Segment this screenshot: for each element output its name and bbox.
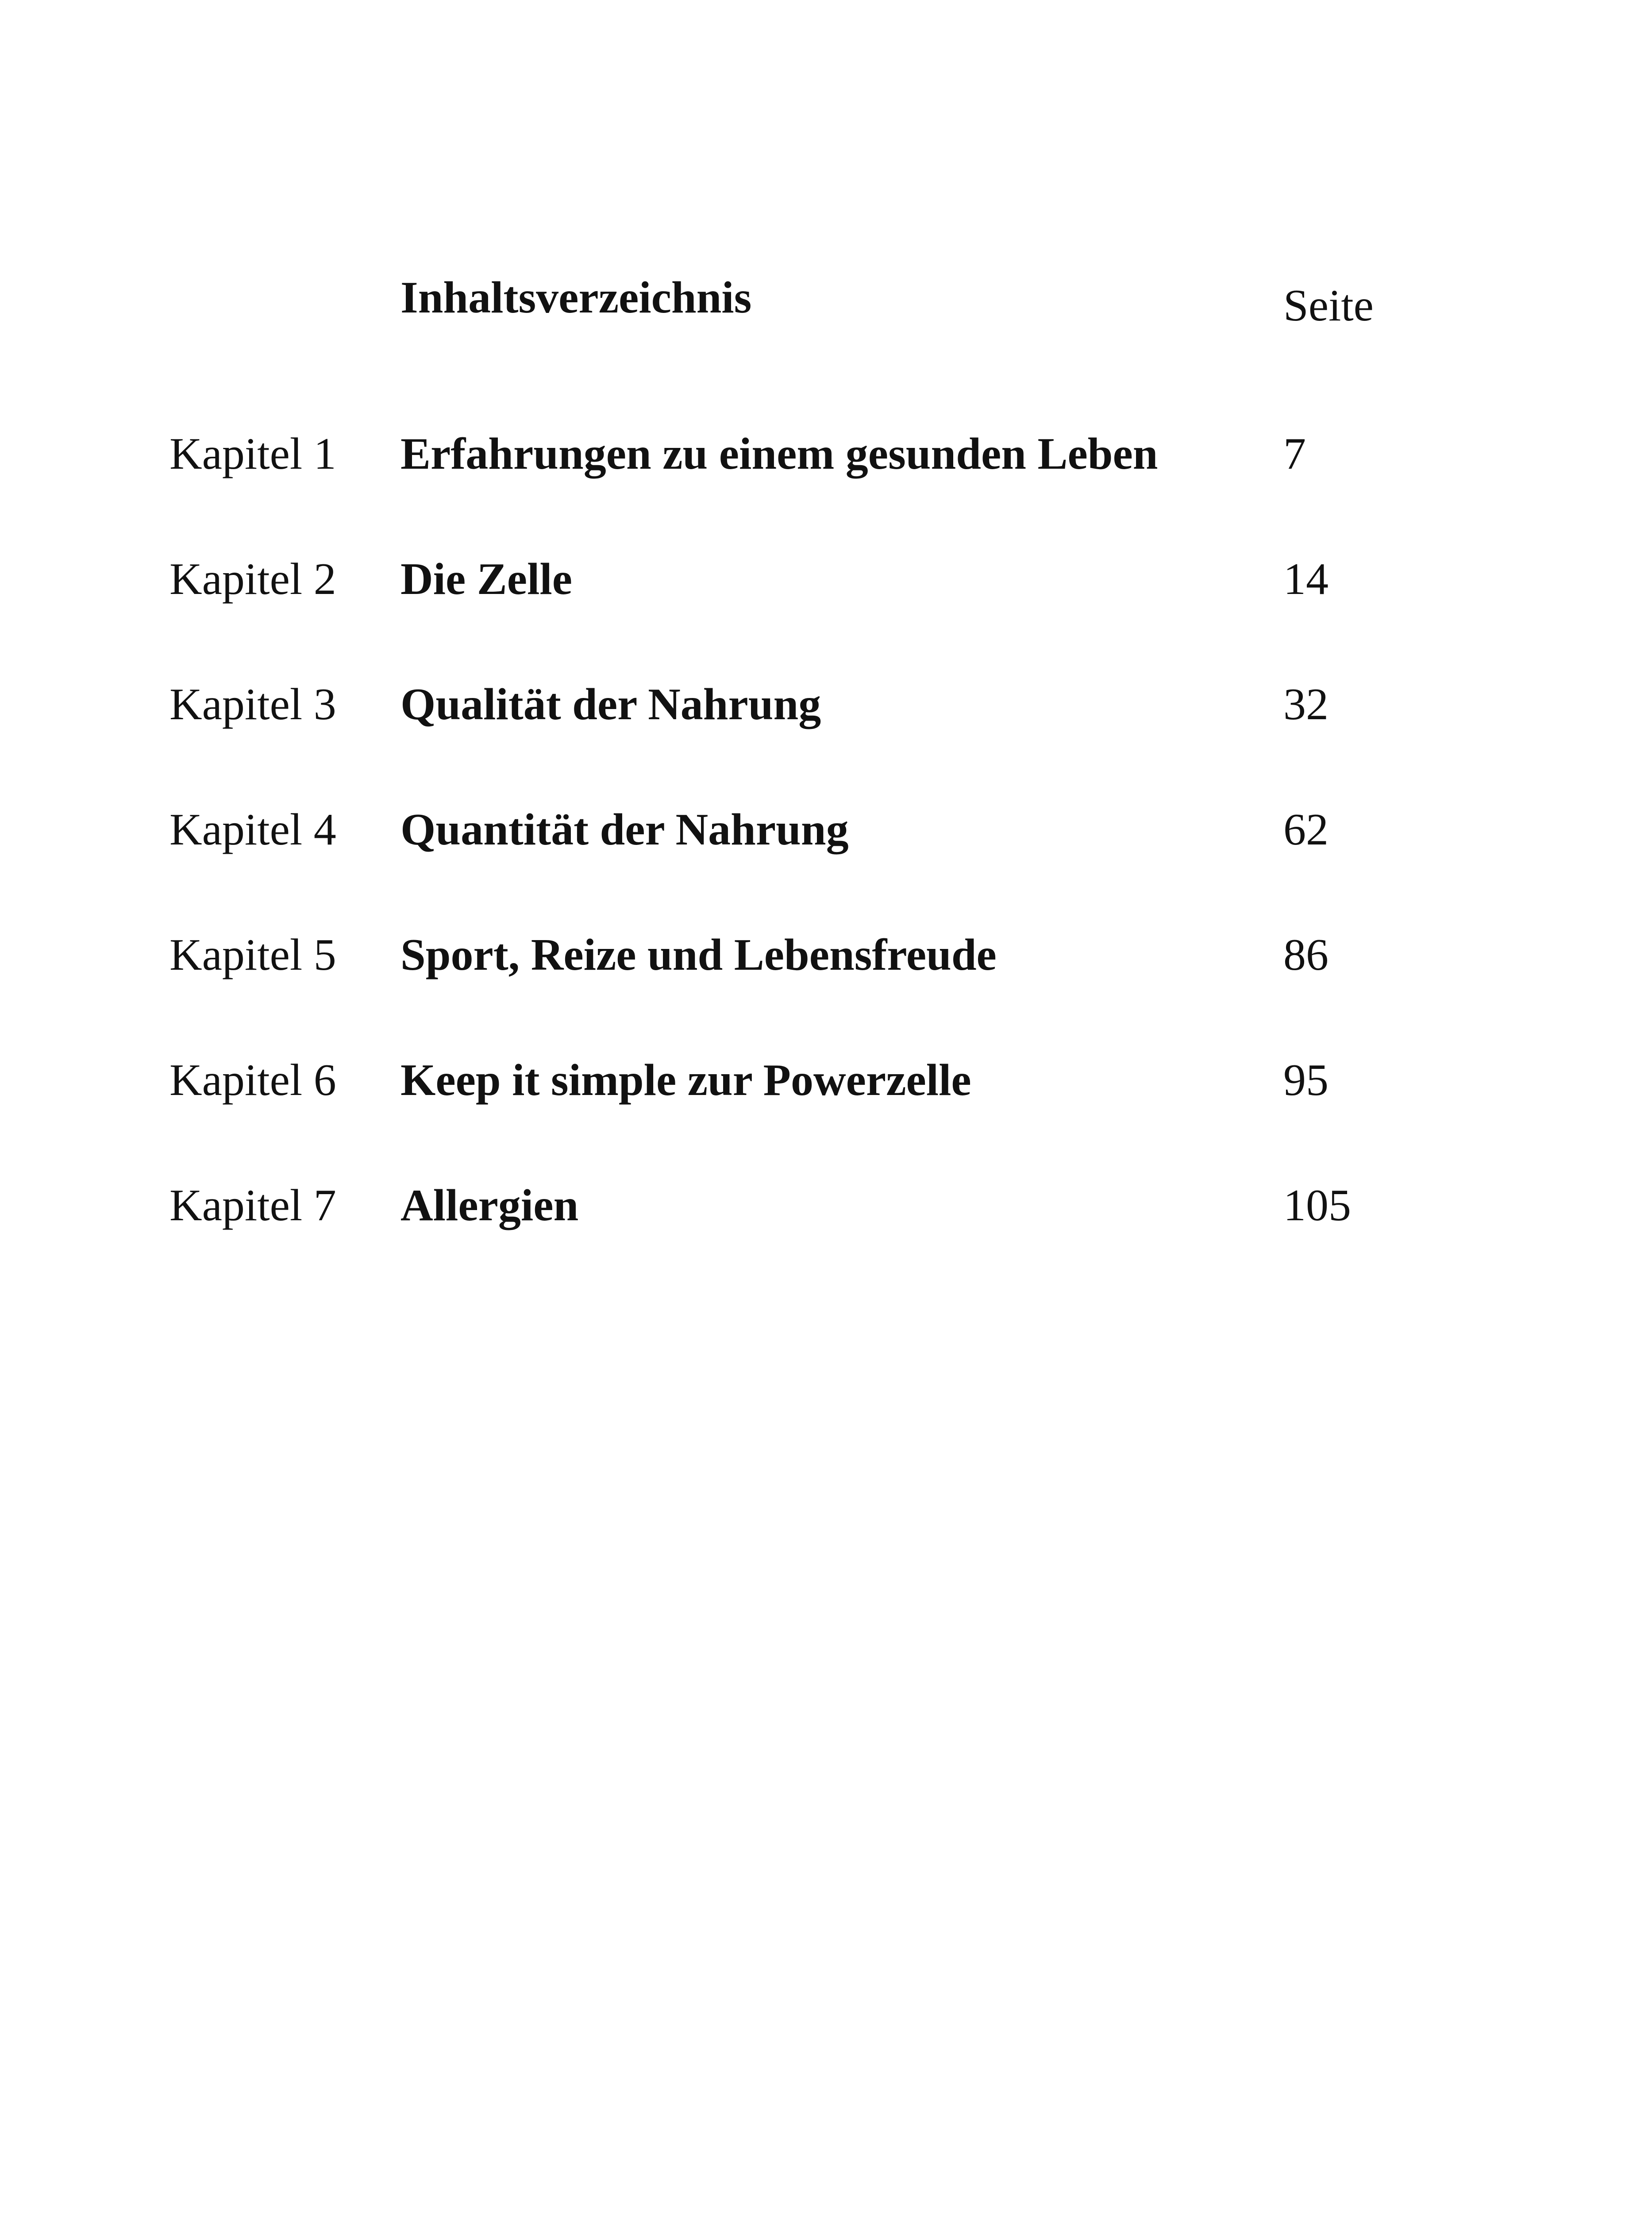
chapter-title: Erfahrungen zu einem gesunden Leben <box>400 429 1158 479</box>
chapter-label: Kapitel 3 <box>169 679 336 729</box>
chapter-title: Qualität der Nahrung <box>400 679 821 729</box>
chapter-title: Sport, Reize und Lebensfreude <box>400 930 997 980</box>
chapter-label: Kapitel 4 <box>169 805 336 855</box>
chapter-title: Die Zelle <box>400 554 573 604</box>
toc-entry <box>0 1055 1652 1120</box>
toc-entry <box>0 679 1652 744</box>
toc-entry <box>0 807 1652 869</box>
chapter-label: Kapitel 7 <box>169 1180 336 1230</box>
chapter-page-number: 32 <box>1283 679 1329 729</box>
toc-entry <box>0 930 1652 995</box>
toc-entry <box>0 429 1652 493</box>
chapter-page-number: 14 <box>1283 554 1329 604</box>
chapter-page-number: 86 <box>1283 930 1329 980</box>
toc-entry <box>0 1180 1652 1245</box>
toc-page-column-header: Seite <box>1283 281 1374 331</box>
toc-title: Inhaltsverzeichnis <box>400 273 752 323</box>
chapter-page-number: 62 <box>1283 805 1329 855</box>
chapter-page-number: 95 <box>1283 1055 1329 1105</box>
chapter-title: Quantität der Nahrung <box>400 805 849 855</box>
chapter-label: Kapitel 5 <box>169 930 336 980</box>
chapter-label: Kapitel 1 <box>169 429 336 479</box>
chapter-label: Kapitel 2 <box>169 554 336 604</box>
chapter-page-number: 105 <box>1283 1180 1351 1230</box>
toc-entry <box>0 554 1652 619</box>
chapter-title: Allergien <box>400 1180 579 1230</box>
chapter-label: Kapitel 6 <box>169 1055 336 1105</box>
chapter-title: Keep it simple zur Powerzelle <box>400 1055 971 1105</box>
chapter-page-number: 7 <box>1283 429 1306 479</box>
